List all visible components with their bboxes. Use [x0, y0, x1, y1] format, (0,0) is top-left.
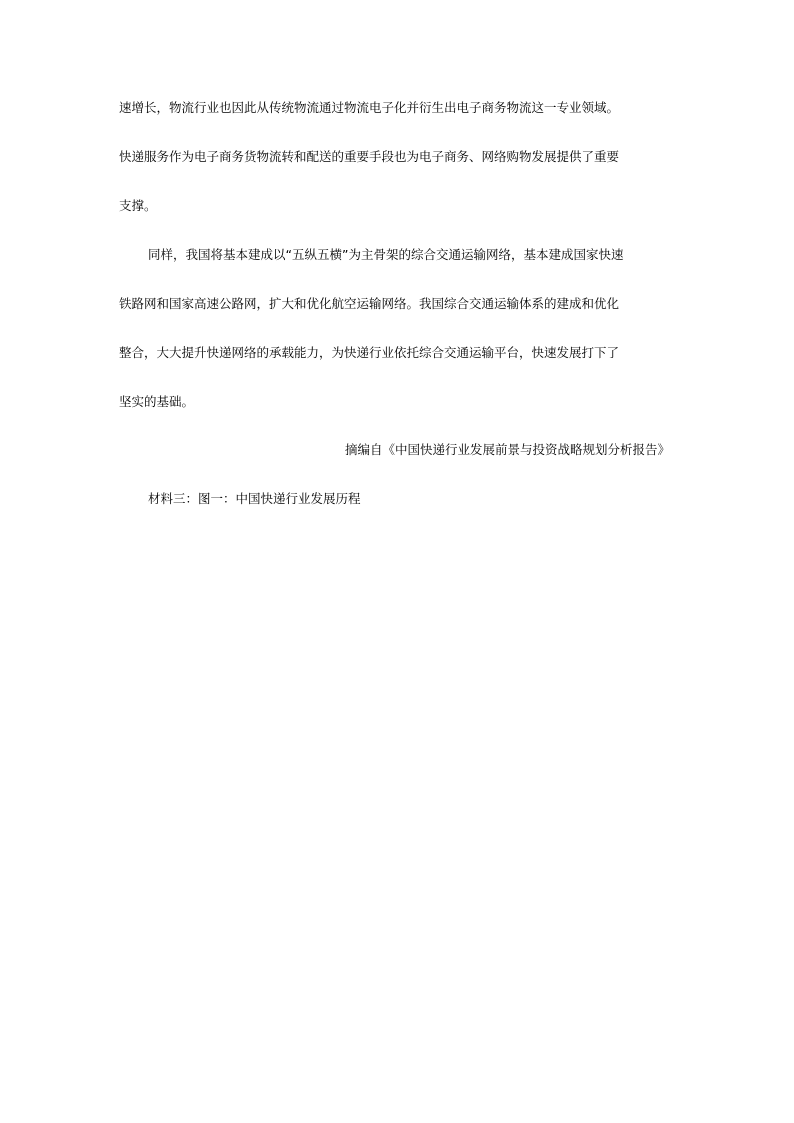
material-heading: 材料三：图一：中国快递行业发展历程 — [148, 491, 361, 506]
paragraph2-line2: 铁路网和国家高速公路网，扩大和优化航空运输网络。我国综合交通运输体系的建成和优化 — [119, 296, 620, 311]
paragraph2-line1: 同样，我国将基本建成以“五纵五横”为主骨架的综合交通运输网络，基本建成国家快速 — [148, 247, 624, 262]
paragraph2-line3: 整合，大大提升快递网络的承载能力，为快递行业依托综合交通运输平台，快速发展打下了 — [119, 345, 620, 360]
paragraph1-line1: 速增长，物流行业也因此从传统物流通过物流电子化并衍生出电子商务物流这一专业领域。 — [119, 100, 620, 115]
paragraph1-line2: 快递服务作为电子商务货物流转和配送的重要手段也为电子商务、网络购物发展提供了重要 — [119, 149, 620, 164]
paragraph1-line3: 支撑。 — [119, 198, 157, 213]
paragraph2-line4: 坚实的基础。 — [119, 394, 195, 409]
source-citation: 摘编自《中国快递行业发展前景与投资战略规划分析报告》 — [344, 442, 670, 457]
